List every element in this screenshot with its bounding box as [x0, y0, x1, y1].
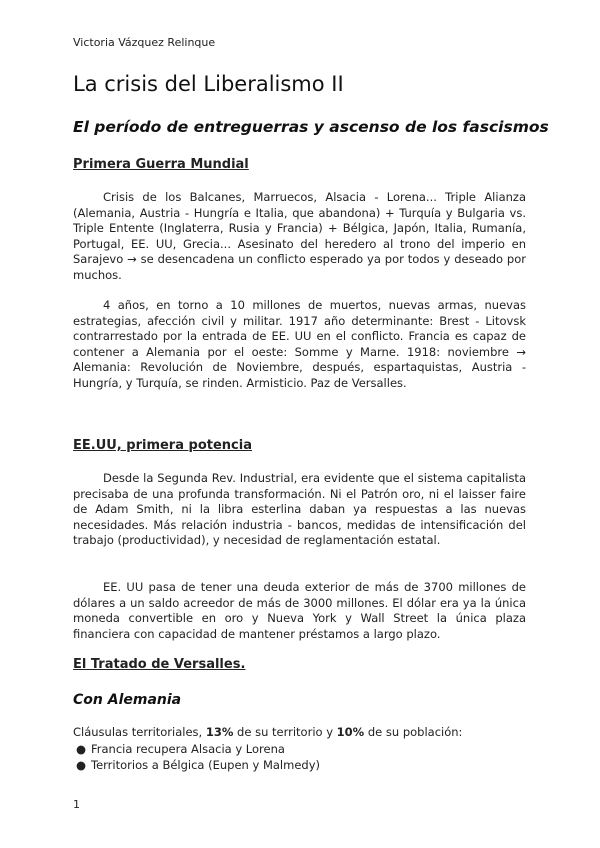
- paragraph-primera-guerra-2: 4 años, en torno a 10 millones de muertos, nuevas armas, nuevas estrategias, afección civil y militar. 1917 año determinante: Brest - Litovsk contrarrestado por la entrada de EE. UU en el conflicto. Francia es capaz de contener a Alemania por el oeste: Somme y Marne. 1918: noviembre → Alemania: Revolución de Noviembre, después, espartaquistas, Austria - Hungría, y Turquía, se rinden. Armisticio. Paz de Versalles.: [73, 298, 526, 390]
- section-heading-versalles: El Tratado de Versalles.: [73, 657, 246, 672]
- list-item: [73, 741, 526, 757]
- section-heading-eeuu: EE.UU, primera potencia: [73, 438, 252, 453]
- clausulas-pct-territory: 13%: [205, 725, 234, 739]
- clausulas-suffix: de su población:: [364, 725, 463, 739]
- bullet-icon: ●: [76, 742, 87, 756]
- clausulas-prefix: Cláusulas territoriales,: [73, 725, 206, 739]
- paragraph-eeuu-1: Desde la Segunda Rev. Industrial, era evidente que el sistema capitalista precisaba de una profunda transformación. Ni el Patrón oro, ni el laisser faire de Adam Smith, ni la libra esterlina daban ya respuestas a las nuevas necesidades. Más relación industria - bancos, medidas de intensificación del trabajo (productividad), y necesidad de reglamentación estatal.: [73, 471, 526, 547]
- subheading-con-alemania: Con Alemania: [73, 692, 182, 708]
- list-item-text: Territorios a Bélgica (Eupen y Malmedy): [91, 758, 320, 772]
- page-number: 1: [73, 798, 80, 811]
- list-item-text: Francia recupera Alsacia y Lorena: [91, 742, 285, 756]
- bullet-icon: ●: [76, 758, 87, 772]
- clausulas-pct-population: 10%: [336, 725, 365, 739]
- paragraph-primera-guerra-1: Crisis de los Balcanes, Marruecos, Alsacia - Lorena... Triple Alianza (Alemania, Austria - Hungría e Italia, que abandona) + Turquía y Bulgaria vs. Triple Entente (Inglaterra, Rusia y Francia) + Bélgica, Japón, Italia, Rumanía, Portugal, EE. UU, Grecia... Asesinato del heredero al trono del imperio en Sarajevo → se desencadena un conflicto esperado ya por todos y deseado por muchos.: [73, 190, 526, 282]
- clausulas-mid: de su territorio y: [233, 725, 337, 739]
- clausulas-line: [73, 725, 526, 741]
- list-item: [73, 757, 526, 773]
- author-name: Victoria Vázquez Relinque: [73, 36, 216, 49]
- document-subtitle: El período de entreguerras y ascenso de los fascismos: [73, 118, 549, 136]
- document-title: La crisis del Liberalismo II: [73, 72, 344, 96]
- section-heading-primera-guerra: Primera Guerra Mundial: [73, 157, 249, 172]
- bullet-list: [73, 741, 526, 773]
- paragraph-eeuu-2: EE. UU pasa de tener una deuda exterior de más de 3700 millones de dólares a un saldo acreedor de más de 3000 millones. El dólar era ya la única moneda convertible en oro y Nueva York y Wall Street la única plaza financiera con capacidad de mantener préstamos a largo plazo.: [73, 580, 526, 641]
